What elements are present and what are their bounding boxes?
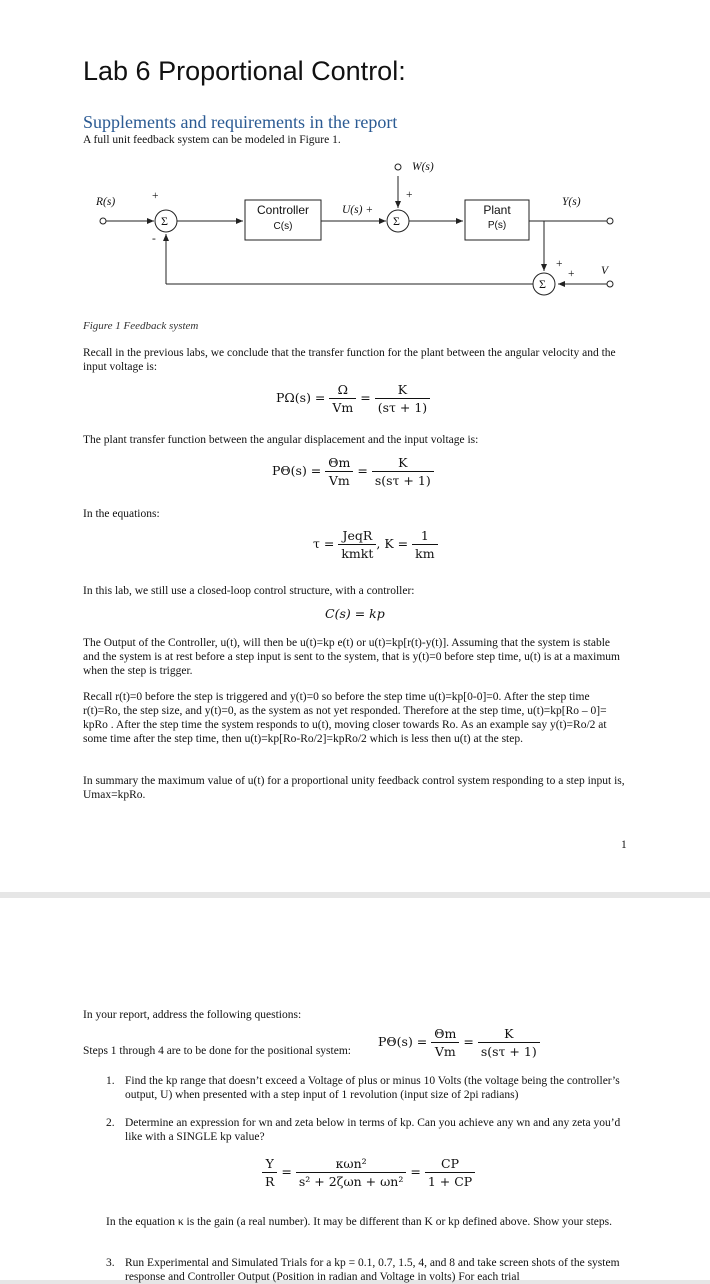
item-3-text: Run Experimental and Simulated Trials for a kp = 0.1, 0.7, 1.5, 4, and 8 and take screen shots of the system response and Controller Output (Position in radian and Voltage in volts) For each trial	[125, 1257, 620, 1283]
controller-label: Controller	[256, 203, 310, 217]
label-w: W(s)	[412, 161, 434, 173]
recall-text: Recall in the previous labs, we conclude that the transfer function for the plant between the angular velocity and the input voltage is:	[83, 347, 616, 373]
intro-text: A full unit feedback system can be modeled in Figure 1.	[83, 134, 341, 146]
plant-text: The plant transfer function between the angular displacement and the input voltage is:	[83, 434, 479, 446]
label-u: U(s) +	[342, 204, 374, 216]
eq1-equals: =	[360, 390, 371, 405]
label-plus-3: +	[556, 258, 563, 270]
steps-eq-equals: =	[463, 1034, 474, 1049]
item-2-text: Determine an expression for wn and zeta below in terms of kp. Can you achieve any wn and any zeta you’d like with a SINGLE kp value?	[125, 1117, 621, 1143]
label-y: Y(s)	[562, 196, 581, 208]
in-equations-text: In the equations:	[83, 508, 160, 520]
steps-eq-lhs: PΘ(s) =	[378, 1034, 428, 1049]
sigma-2: Σ	[393, 214, 400, 228]
figure-caption: Figure 1 Feedback system	[83, 320, 199, 332]
eq5-den1: R	[265, 1174, 275, 1189]
sigma-1: Σ	[161, 214, 168, 228]
controller-sub-label: C(s)	[273, 221, 293, 232]
page-number: 1	[621, 839, 627, 851]
feedback-block-diagram	[80, 150, 640, 310]
eq3-num1: JeqR	[338, 528, 376, 545]
page-title: Lab 6 Proportional Control:	[83, 56, 406, 86]
page-2	[0, 898, 710, 1283]
equation-velocity-tf	[276, 382, 430, 415]
steps-eq-den2: s(sτ + 1)	[480, 1044, 537, 1059]
eq1-den1: Vm	[332, 400, 354, 415]
eq5-den3: 1 + CP	[427, 1174, 473, 1189]
equation-steps-tf	[378, 1026, 540, 1059]
paragraph-recall: Recall r(t)=0 before the step is triggered and y(t)=0 so before the step time u(t)=kp[0-0]=0. After the step time r(t)=Ro, the step size, and y(t)=0, as the system as not yet responded. Therefore at the step time, u(t)=kp[Ro – 0]= kpRo . After the step time the system responds to u(t), moving closer towards Ro. As an example say y(t)=Ro/2 at some time after the step time, then u(t)=kp[Ro-Ro/2]=kpRo/2 which is less then u(t) at the step.	[83, 691, 607, 745]
eq5-num1: Y	[262, 1156, 277, 1173]
label-v: V	[601, 265, 609, 277]
eq2-den2: s(sτ + 1)	[374, 473, 431, 488]
eq1-num2: K	[375, 382, 430, 399]
item-1-text: Find the kp range that doesn’t exceed a Voltage of plus or minus 10 Volts (the voltage being the controller’s output, U) when presented with a step input of 1 revolution (input size of 2pi radians)	[125, 1075, 620, 1101]
report-intro: In your report, address the following questions:	[83, 1009, 302, 1021]
eq5-num3: CP	[425, 1156, 475, 1173]
label-plus-4: +	[568, 268, 575, 280]
item-3-number: 3.	[106, 1257, 115, 1269]
sigma-3: Σ	[539, 277, 546, 291]
steps-eq-num1: Θm	[431, 1026, 459, 1043]
label-plus-2: +	[406, 189, 413, 201]
kappa-text: In the equation κ is the gain (a real number). It may be different than K or kp defined above. Show your steps.	[106, 1216, 613, 1228]
disturbance-terminal	[395, 164, 401, 170]
item-1-number: 1.	[106, 1075, 115, 1087]
eq2-den1: Vm	[328, 473, 350, 488]
plant-sub-label: P(s)	[487, 220, 507, 231]
eq2-lhs: PΘ(s) =	[272, 463, 322, 478]
eq5-num2: κωn²	[296, 1156, 407, 1173]
equation-position-tf	[272, 455, 434, 488]
paragraph-summary: In summary the maximum value of u(t) for a proportional unity feedback control system responding to a step input is, Umax=kpRo.	[83, 775, 625, 801]
label-minus-1: -	[152, 233, 156, 245]
noise-terminal	[607, 281, 613, 287]
eq3-tau: τ =	[313, 536, 335, 551]
eq5-den2: s² + 2ζωn + ωn²	[298, 1174, 404, 1189]
equation-second-order	[262, 1156, 475, 1189]
output-terminal	[607, 218, 613, 224]
label-r: R(s)	[96, 196, 116, 208]
eq1-den2: (sτ + 1)	[377, 400, 428, 415]
eq3-den2: km	[415, 546, 435, 561]
eq1-num1: Ω	[329, 382, 356, 399]
eq3-den1: kmkt	[341, 546, 374, 561]
eq1-lhs: PΩ(s) =	[276, 390, 326, 405]
eq5-equals-1: =	[281, 1164, 292, 1179]
eq3-k: K =	[384, 536, 409, 551]
steps-eq-num2: K	[478, 1026, 540, 1043]
eq2-num2: K	[372, 455, 434, 472]
plant-label: Plant	[483, 203, 511, 217]
equation-tau-k	[313, 528, 438, 561]
steps-eq-den1: Vm	[434, 1044, 456, 1059]
equation-controller: C(s) = kp	[325, 606, 385, 621]
section-heading: Supplements and requirements in the report	[83, 112, 398, 132]
eq2-equals: =	[357, 463, 368, 478]
eq3-comma: ,	[376, 536, 381, 551]
eq3-num2: 1	[412, 528, 437, 545]
eq2-num1: Θm	[325, 455, 353, 472]
paragraph-output: The Output of the Controller, u(t), will then be u(t)=kp e(t) or u(t)=kp[r(t)-y(t)]. Assuming that the system is stable and the system is at rest before a step input is sent to the system, that is y(t)=0 before step time, u(t) is at a maximum when the step is trigger.	[83, 637, 620, 677]
input-terminal	[100, 218, 106, 224]
label-plus-1: +	[152, 190, 159, 202]
steps-text: Steps 1 through 4 are to be done for the positional system:	[83, 1045, 351, 1057]
item-2-number: 2.	[106, 1117, 115, 1129]
eq5-equals-2: =	[410, 1164, 421, 1179]
closed-loop-text: In this lab, we still use a closed-loop control structure, with a controller:	[83, 585, 415, 597]
